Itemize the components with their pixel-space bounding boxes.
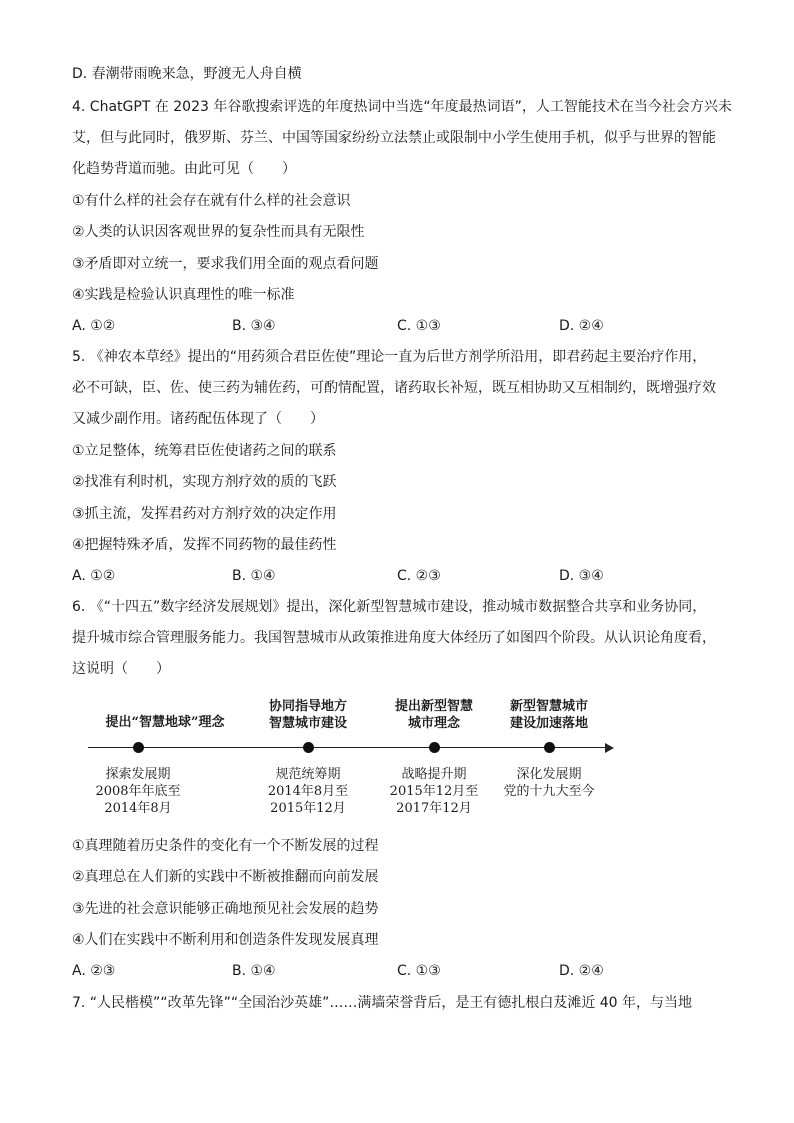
stage2-period-line1: 2014年8月至 <box>267 784 349 799</box>
stage1-period-line1: 2008年年底至 <box>95 784 181 799</box>
stage1-marker <box>133 742 144 753</box>
q4-statement-2: ②人类的认识因客观世界的复杂性而具有无限性 <box>72 224 365 240</box>
q6-statement-2: ②真理总在人们新的实践中不断被推翻而向前发展 <box>72 869 379 885</box>
q5-stem-line2: 必不可缺，臣、佐、使三药为辅佐药，可酌情配置，诸药取长补短，既互相协助又互相制约，既增强疗效 <box>72 380 716 396</box>
q4-statement-3: ③矛盾即对立统一，要求我们用全面的观点看问题 <box>72 256 379 272</box>
q4-statement-4: ④实践是检验认识真理性的唯一标准 <box>72 287 295 303</box>
q6-stem-line1: 6. 《“十四五”数字经济发展规划》提出，深化新型智慧城市建设，推动城市数据整合共享和业务协同， <box>72 599 707 615</box>
q5-option-d[interactable]: D. ③④ <box>559 568 604 584</box>
stage3-label-above-line2: 城市理念 <box>407 716 460 731</box>
stage2-period-line2: 2015年12月 <box>270 801 346 816</box>
q6-option-d[interactable]: D. ②④ <box>559 963 604 979</box>
stage2-label-above-line2: 智慧城市建设 <box>268 716 347 731</box>
q4-statement-1: ①有什么样的社会存在就有什么样的社会意识 <box>72 193 351 209</box>
q4-option-b[interactable]: B. ③④ <box>232 318 276 334</box>
q4-stem-line2: 艾，但与此同时，俄罗斯、芬兰、中国等国家纷纷立法禁止或限制中小学生使用手机，似乎与世界的智能 <box>72 130 716 146</box>
q5-statement-3: ③抓主流，发挥君药对方剂疗效的决定作用 <box>72 506 337 522</box>
q6-stem-line3: 这说明（ ） <box>72 661 170 677</box>
q6-option-c[interactable]: C. ①③ <box>397 963 441 979</box>
timeline-axis <box>88 747 608 748</box>
q5-stem-line3: 又减少副作用。诸药配伍体现了（ ） <box>72 411 324 427</box>
q5-options <box>72 566 732 586</box>
q6-stem-line2: 提升城市综合管理服务能力。我国智慧城市从政策推进角度大体经历了如图四个阶段。从认识论角度看， <box>72 630 716 646</box>
q5-stem-line1: 5. 《神农本草经》提出的“用药须合君臣佐使”理论一直为后世方剂学所沿用，即君药起主要治疗作用， <box>72 349 707 365</box>
stage2-name: 规范统筹期 <box>275 767 341 782</box>
q5-statement-1: ①立足整体，统筹君臣佐使诸药之间的联系 <box>72 443 337 459</box>
q6-statement-3: ③先进的社会意识能够正确地预见社会发展的趋势 <box>72 901 379 917</box>
q3-option-d: D. 春潮带雨晚来急，野渡无人舟自横 <box>72 66 302 82</box>
stage4-marker <box>544 742 555 753</box>
stage3-name: 战略提升期 <box>401 767 467 782</box>
q4-option-a[interactable]: A. ①② <box>72 318 116 334</box>
stage4-label-above-line2: 建设加速落地 <box>509 716 588 731</box>
stage1-label-above: 提出“智慧地球”理念 <box>105 715 225 730</box>
q4-option-d[interactable]: D. ②④ <box>559 318 604 334</box>
q6-option-b[interactable]: B. ①④ <box>232 963 276 979</box>
q6-options <box>72 961 732 981</box>
q5-option-b[interactable]: B. ①④ <box>232 568 276 584</box>
q6-statement-1: ①真理随着历史条件的变化有一个不断发展的过程 <box>72 838 379 854</box>
q5-statement-4: ④把握特殊矛盾，发挥不同药物的最佳药性 <box>72 537 337 553</box>
stage3-period-line1: 2015年12月至 <box>389 784 479 799</box>
smart-city-timeline <box>72 692 632 827</box>
q4-stem-line3: 化趋势背道而驰。由此可见（ ） <box>72 161 296 177</box>
q6-option-a[interactable]: A. ②③ <box>72 963 116 979</box>
stage4-label-above-line1: 新型智慧城市 <box>509 699 588 714</box>
q5-option-a[interactable]: A. ①② <box>72 568 116 584</box>
q7-stem-line1: 7. “人民楷模”“改革先锋”“全国治沙英雄”……满墙荣誉背后，是王有德扎根白芨滩近 40 年，与当地 <box>72 995 693 1011</box>
timeline-arrow <box>605 743 614 753</box>
stage1-period-line2: 2014年8月 <box>104 801 172 816</box>
q5-statement-2: ②找准有利时机，实现方剂疗效的质的飞跃 <box>72 474 337 490</box>
stage3-period-line2: 2017年12月 <box>396 801 472 816</box>
stage2-marker <box>303 742 314 753</box>
stage1-name: 探索发展期 <box>105 767 171 782</box>
q4-options <box>72 316 732 336</box>
stage2-label-above-line1: 协同指导地方 <box>268 699 347 714</box>
stage4-name: 深化发展期 <box>516 767 582 782</box>
stage3-marker <box>429 742 440 753</box>
stage4-period: 党的十九大至今 <box>503 784 595 799</box>
q4-stem-line1: 4. ChatGPT 在 2023 年谷歌搜索评选的年度热词中当选“年度最热词语”，人工智能技术在当今社会方兴未 <box>72 99 732 115</box>
q6-statement-4: ④人们在实践中不断利用和创造条件发现发展真理 <box>72 932 379 948</box>
q5-option-c[interactable]: C. ②③ <box>397 568 441 584</box>
stage3-label-above-line1: 提出新型智慧 <box>394 699 473 714</box>
q4-option-c[interactable]: C. ①③ <box>397 318 441 334</box>
